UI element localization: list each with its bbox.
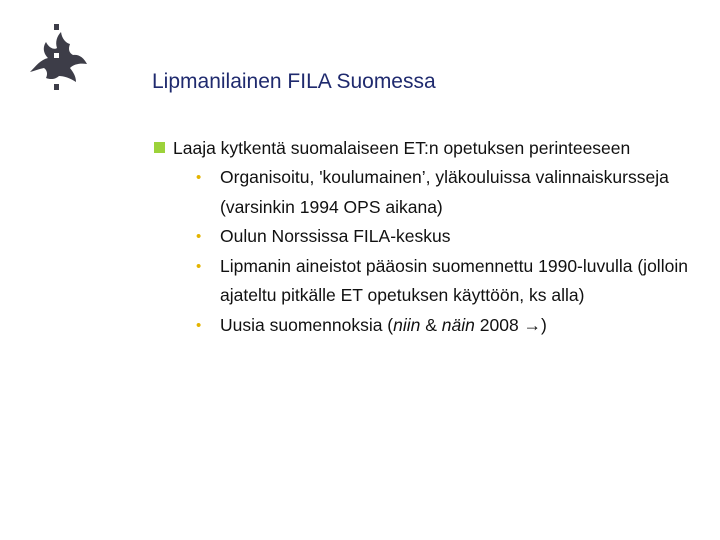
slide-title: Lipmanilainen FILA Suomessa — [152, 70, 436, 93]
italic-text: näin — [441, 314, 475, 335]
sub-bullet — [152, 252, 712, 311]
sub-bullet-text: Lipmanin aineistot pääosin suomennettu 1990-luvulla (jolloin ajateltu pitkälle ET opetuksen käyttöön, ks alla) — [220, 255, 688, 305]
text-segment: 2008 →) — [474, 314, 547, 335]
dot-bullet-icon: • — [196, 169, 202, 186]
sub-bullet — [152, 311, 712, 341]
main-bullet — [152, 134, 712, 163]
sub-bullet — [152, 163, 712, 222]
italic-text: niin — [393, 314, 421, 335]
sub-bullet-text — [220, 315, 547, 335]
dot-bullet-icon: • — [196, 257, 202, 275]
text-segment: Uusia suomennoksia ( — [220, 314, 394, 335]
sub-bullet-text: Oulun Norssissa FILA-keskus — [220, 226, 451, 246]
dot-bullet-icon: • — [196, 316, 202, 334]
sub-bullet — [152, 222, 712, 252]
text-segment: & — [420, 314, 442, 335]
square-bullet-icon — [154, 142, 165, 153]
sub-bullet-text: Organisoitu, 'koulumainen’, yläkouluissa valinnaiskursseja (varsinkin 1994 OPS aikana) — [220, 167, 669, 217]
dot-bullet-icon: • — [196, 228, 202, 245]
university-logo-icon — [24, 22, 90, 96]
main-bullet-text: Laaja kytkentä suomalaiseen ET:n opetuksen perinteeseen — [173, 138, 631, 158]
bullet-list — [152, 134, 712, 340]
